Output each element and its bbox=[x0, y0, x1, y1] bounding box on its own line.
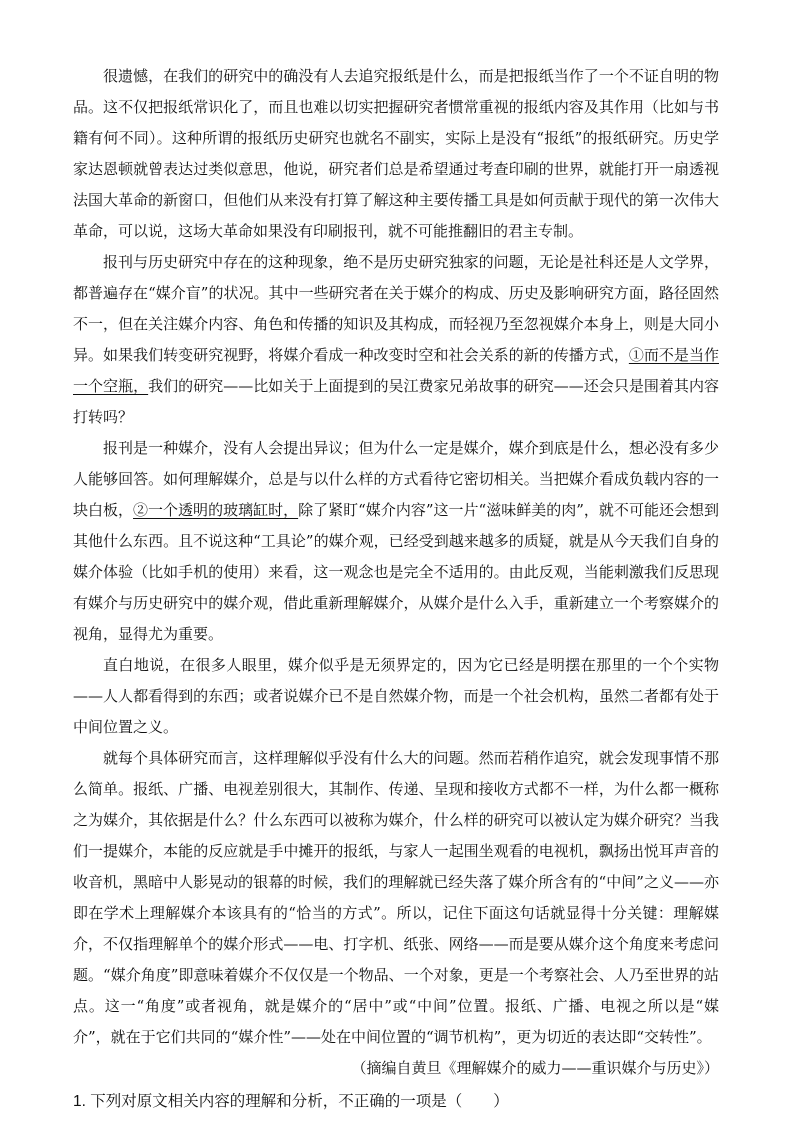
underlined-phrase-2: ②一个透明的玻璃缸时， bbox=[133, 501, 299, 519]
paragraph-2 bbox=[73, 247, 719, 433]
paragraph-3-text: 报刊是一种媒介，没有人会提出异议；但为什么一定是媒介，媒介到底是什么，想必没有多少人能够回答。如何理解媒介，总是与以什么样的方式看待它密切相关。当把媒介看成负载内容的一块白板， bbox=[73, 439, 719, 519]
paragraph-4: 直白地说，在很多人眼里，媒介似乎是无须界定的，因为它已经是明摆在那里的一个个实物——人人都看得到的东西；或者说媒介已不是自然媒介物，而是一个社会机构，虽然二者都有处于中间位置之义。 bbox=[73, 656, 719, 736]
paragraph-5: 就每个具体研究而言，这样理解似乎没有什么大的问题。然而若稍作追究，就会发现事情不那么简单。报纸、广播、电视差别很大，其制作、传递、呈现和接收方式都不一样，为什么都一概称之为媒介，其依据是什么？什么东西可以被称为媒介，什么样的研究可以被认定为媒介研究？当我们一提媒介，本能的反应就是手中摊开的报纸，与家人一起围坐观看的电视机，飘扬出悦耳声音的收音机，黑暗中人影晃动的银幕的时候，我们的理解就已经失落了媒介所含有的“中间”之义——亦即在学术上理解媒介本该具有的“恰当的方式”。所以，记住下面这句话就显得十分关键：理解媒介，不仅指理解单个的媒介形式——电、打字机、纸张、网络——而是要从媒介这个角度来考虑问题。“媒介角度”即意味着媒介不仅仅是一个物品、一个对象，更是一个考察社会、人乃至世界的站点。这一“角度”或者视角，就是媒介的“居中”或“中间”位置。报纸、广播、电视之所以是“媒介”，就在于它们共同的“媒介性”——处在中间位置的“调节机构”，更为切近的表达即“交转性”。 bbox=[73, 749, 719, 1046]
question-1: 1. 下列对原文相关内容的理解和分析，不正确的一项是（ ） bbox=[73, 1093, 509, 1110]
underlined-phrase-1: ①而不是当作一个空瓶， bbox=[73, 346, 719, 395]
paragraph-2-text-cont: 我们的研究——比如关于上面提到的吴江费家兄弟故事的研究——还会只是围着其内容打转吗？ bbox=[73, 377, 719, 426]
paragraph-2-text: 报刊与历史研究中存在的这种现象，绝不是历史研究独家的问题，无论是社科还是人文学界，都普遍存在“媒介盲”的状况。其中一些研究者在关于媒介的构成、历史及影响研究方面，路径固然不一，但在关注媒介内容、角色和传播的知识及其构成，而轻视乃至忽视媒介本身上，则是大同小异。如果我们转变研究视野，将媒介看成一种改变时空和社会关系的新的传播方式， bbox=[73, 253, 719, 364]
source-citation: （摘编自黄旦《理解媒介的威力——重识媒介与历史》） bbox=[351, 1059, 719, 1077]
paragraph-3-text-cont: 除了紧盯“媒介内容”这一片“滋味鲜美的肉”，就不可能还会想到其他什么东西。且不说这种“工具论”的媒介观，已经受到越来越多的质疑，就是从今天我们自身的媒介体验（比如手机的使用）来看，这一观念也是完全不适用的。由此反观，当能刺激我们反思现有媒介与历史研究中的媒介观，借此重新理解媒介，从媒介是什么入手，重新建立一个考察媒介的视角，显得尤为重要。 bbox=[73, 501, 719, 643]
article-body bbox=[73, 61, 719, 1117]
paragraph-3 bbox=[73, 433, 719, 650]
paragraph-1: 很遗憾，在我们的研究中的确没有人去追究报纸是什么，而是把报纸当作了一个不证自明的物品。这不仅把报纸常识化了，而且也难以切实把握研究者惯常重视的报纸内容及其作用（比如与书籍有何不同）。这种所谓的报纸历史研究也就名不副实，实际上是没有“报纸”的报纸研究。历史学家达恩顿就曾表达过类似意思，他说，研究者们总是希望通过考查印刷的世界，就能打开一扇透视法国大革命的新窗口，但他们从来没有打算了解这种主要传播工具是如何贡献于现代的第一次伟大革命，可以说，这场大革命如果没有印刷报刊，就不可能推翻旧的君主专制。 bbox=[73, 67, 719, 240]
